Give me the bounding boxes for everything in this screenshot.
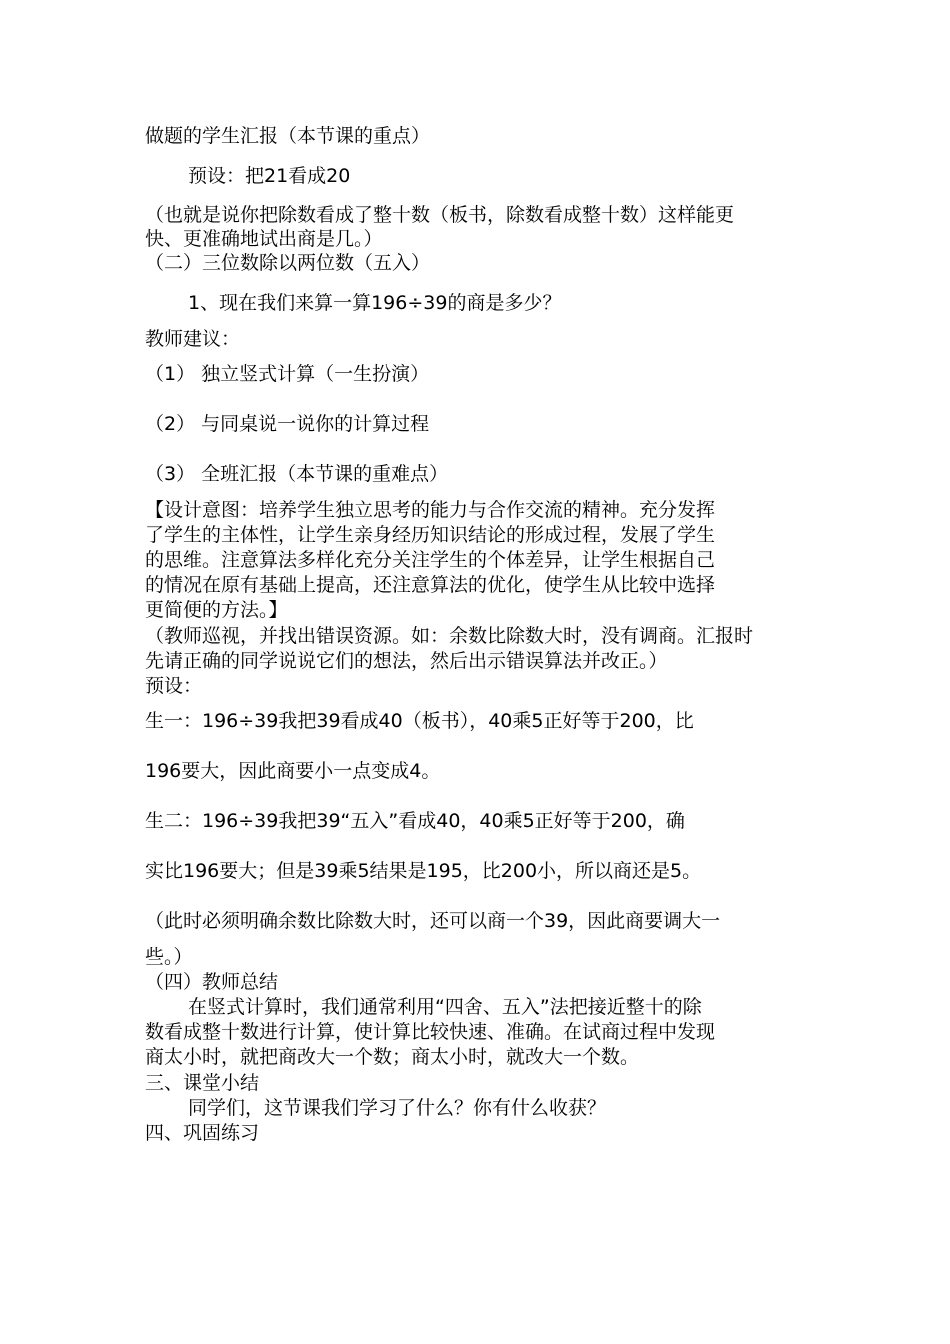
note-line-2: 些。）: [145, 946, 193, 968]
summary-line-2: 数看成整十数进行计算，使计算比较快速、准确。在试商过程中发现: [145, 1021, 716, 1043]
section-heading-2: （二）三位数除以两位数（五入）: [145, 252, 431, 274]
student-one-line-2: 196要大，因此商要小一点变成4。: [145, 760, 441, 782]
summary-line-3: 商太小时，就把商改大一个数；商太小时，就改大一个数。: [145, 1046, 640, 1068]
design-intent-line-4: 的情况在原有基础上提高，还注意算法的优化，使学生从比较中选择: [145, 574, 716, 596]
teacher-patrol-line-1: （教师巡视，并找出错误资源。如：余数比除数大时，没有调商。汇报时: [145, 625, 754, 647]
list-item-1: （1） 独立竖式计算（一生扮演）: [145, 363, 430, 385]
text-line-question-1: 1、现在我们来算一算196÷39的商是多少？: [188, 292, 562, 314]
text-line-explain-2: 快、更准确地试出商是几。）: [145, 228, 383, 250]
summary-line-1: 在竖式计算时，我们通常利用“四舍、五入”法把接近整十的除: [188, 996, 702, 1018]
text-line-explain-1: （也就是说你把除数看成了整十数（板书，除数看成整十数）这样能更: [145, 204, 735, 226]
student-two-line-2: 实比196要大；但是39乘5结果是195，比200小，所以商还是5。: [145, 860, 702, 882]
section-heading-practice: 四、巩固练习: [145, 1122, 260, 1144]
text-line-preset-21: 预设：把21看成20: [188, 165, 351, 187]
section-heading-class-summary: 三、课堂小结: [145, 1072, 260, 1094]
note-line-1: （此时必须明确余数比除数大时，还可以商一个39，因此商要调大一: [145, 910, 721, 932]
teacher-patrol-line-2: 先请正确的同学说说它们的想法，然后出示错误算法并改正。）: [145, 650, 668, 672]
text-line-preset: 预设：: [145, 675, 203, 697]
class-summary-question: 同学们，这节课我们学习了什么？你有什么收获？: [188, 1097, 607, 1119]
list-item-2: （2） 与同桌说一说你的计算过程: [145, 413, 430, 435]
text-line-teacher-advice: 教师建议：: [145, 328, 241, 350]
design-intent-line-1: 【设计意图：培养学生独立思考的能力与合作交流的精神。充分发挥: [145, 499, 716, 521]
design-intent-line-3: 的思维。注意算法多样化充分关注学生的个体差异，让学生根据自己: [145, 549, 716, 571]
text-line-student-report: 做题的学生汇报（本节课的重点）: [145, 125, 431, 147]
section-heading-4: （四）教师总结: [145, 971, 279, 993]
student-one-line-1: 生一：196÷39我把39看成40（板书），40乘5正好等于200，比: [145, 710, 694, 732]
list-item-3: （3） 全班汇报（本节课的重难点）: [145, 463, 449, 485]
student-two-line-1: 生二：196÷39我把39“五入”看成40，40乘5正好等于200，确: [145, 810, 685, 832]
design-intent-line-5: 更简便的方法。】: [145, 599, 288, 621]
design-intent-line-2: 了学生的主体性，让学生亲身经历知识结论的形成过程，发展了学生: [145, 524, 716, 546]
